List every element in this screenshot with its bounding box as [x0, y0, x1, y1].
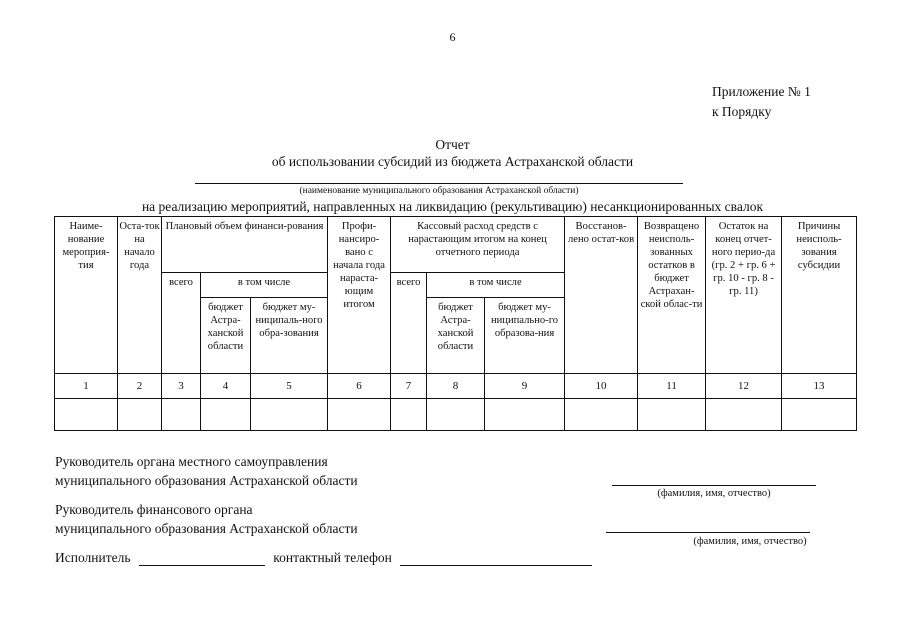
data-cell[interactable]: [706, 399, 782, 431]
column-number: 1: [55, 374, 118, 399]
executor-field[interactable]: [139, 550, 265, 566]
municipality-name-field[interactable]: [195, 183, 683, 184]
local-head-fio-field[interactable]: [612, 485, 816, 486]
column-number: 5: [251, 374, 328, 399]
column-number: 6: [328, 374, 391, 399]
data-cell[interactable]: [565, 399, 638, 431]
data-cell[interactable]: [55, 399, 118, 431]
header-planned-total: всего: [162, 273, 201, 374]
data-cell[interactable]: [638, 399, 706, 431]
data-cell[interactable]: [485, 399, 565, 431]
header-planned-regional-budget: бюджет Астра-ханской области: [201, 298, 251, 374]
report-title-line-2: об использовании субсидий из бюджета Астраханской области: [271, 154, 634, 169]
phone-field[interactable]: [400, 550, 592, 566]
finance-head-fio-hint: (фамилия, имя, отчество): [693, 536, 807, 547]
header-balance-end: Остаток на конец отчет-ного перио-да (гр. 2 + гр. 6 + гр. 10 - гр. 8 - гр. 11): [706, 217, 782, 374]
header-event-name: Наиме-нование мероприя-тия: [55, 217, 118, 374]
appendix-line-2: к Порядку: [712, 104, 772, 119]
header-planned-municipal-budget: бюджет му-ниципаль-ного обра-зования: [251, 298, 328, 374]
column-number: 8: [427, 374, 485, 399]
column-number: 10: [565, 374, 638, 399]
header-cash-expense: Кассовый расход средств с нарастающим итогом на конец отчетного периода: [391, 217, 565, 273]
header-planned-funding: Плановый объем финанси-рования: [162, 217, 328, 273]
appendix-line-1: Приложение № 1: [712, 84, 811, 99]
municipality-name-hint: (наименование муниципального образования Астраханской области): [299, 186, 579, 196]
header-cash-regional-budget: бюджет Астра-ханской области: [427, 298, 485, 374]
report-title-line-1: Отчет: [435, 137, 470, 152]
appendix-label: [712, 82, 811, 122]
column-number: 3: [162, 374, 201, 399]
subsidy-report-table: [54, 216, 857, 431]
column-number: 4: [201, 374, 251, 399]
finance-head-fio-field[interactable]: [606, 532, 810, 533]
header-balance-start: Оста-ток на начало года: [118, 217, 162, 374]
data-cell[interactable]: [162, 399, 201, 431]
executor-label: Исполнитель: [55, 550, 131, 565]
column-number: 11: [638, 374, 706, 399]
header-returned-balances: Возвращено неисполь-зованных остатков в бюджет Астрахан-ской облас-ти: [638, 217, 706, 374]
finance-head-title-line-1: Руководитель финансового органа: [55, 502, 253, 517]
data-row: [55, 399, 857, 431]
local-head-title-line-2: муниципального образования Астраханской области: [55, 473, 358, 488]
header-restored-balances: Восстанов-лено остат-ков: [565, 217, 638, 374]
page-number: 6: [449, 30, 456, 44]
column-number: 9: [485, 374, 565, 399]
column-number-row: [55, 374, 857, 399]
data-cell[interactable]: [201, 399, 251, 431]
column-number: 2: [118, 374, 162, 399]
finance-head-title-line-2: муниципального образования Астраханской области: [55, 521, 358, 536]
header-planned-including: в том числе: [201, 273, 328, 298]
header-financed-ytd: Профи-нансиро-вано с начала года нараста-ющим итогом: [328, 217, 391, 374]
data-cell[interactable]: [427, 399, 485, 431]
report-purpose: на реализацию мероприятий, направленных на ликвидацию (рекультивацию) несанкционированных свалок: [141, 199, 764, 214]
local-head-title-line-1: Руководитель органа местного самоуправления: [55, 454, 328, 469]
header-cash-total: всего: [391, 273, 427, 374]
header-cash-including: в том числе: [427, 273, 565, 298]
executor-row: [55, 550, 592, 566]
report-title: [0, 136, 905, 170]
data-cell[interactable]: [328, 399, 391, 431]
header-cash-municipal-budget: бюджет му-ниципально-го образова-ния: [485, 298, 565, 374]
finance-head-signature-block: [55, 500, 358, 538]
phone-label: контактный телефон: [273, 550, 392, 565]
column-number: 7: [391, 374, 427, 399]
data-cell[interactable]: [782, 399, 857, 431]
column-number: 13: [782, 374, 857, 399]
local-head-signature-block: [55, 452, 358, 490]
local-head-fio-hint: (фамилия, имя, отчество): [657, 488, 771, 499]
header-unused-reasons: Причины неисполь-зования субсидии: [782, 217, 857, 374]
data-cell[interactable]: [118, 399, 162, 431]
data-cell[interactable]: [251, 399, 328, 431]
column-number: 12: [706, 374, 782, 399]
data-cell[interactable]: [391, 399, 427, 431]
